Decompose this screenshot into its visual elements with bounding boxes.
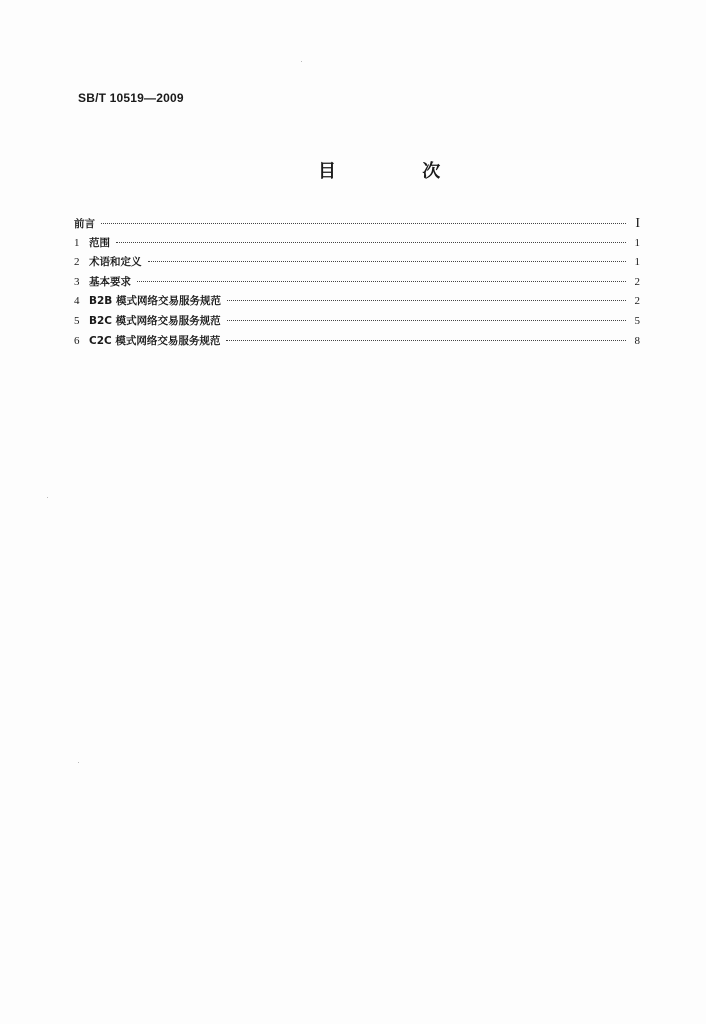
toc-entry-label: 范围 <box>89 236 110 249</box>
toc-entry-page-number: I <box>635 216 640 231</box>
scan-speck <box>78 762 79 763</box>
toc-entry[interactable] <box>74 214 640 234</box>
toc-entry-label: 前言 <box>74 218 95 230</box>
toc-entry-number: 3 <box>74 275 80 288</box>
toc-entry-number: 1 <box>74 236 80 249</box>
toc-entry-label: B2C 模式网络交易服务规范 <box>89 314 221 327</box>
toc-entry-page-number: 2 <box>634 275 640 288</box>
toc-dot-leader <box>227 320 626 321</box>
toc-entry-label: 基本要求 <box>89 275 131 288</box>
toc-entry[interactable] <box>74 292 640 312</box>
toc-entry-page-number: 5 <box>634 314 640 327</box>
toc-entry[interactable] <box>74 332 640 352</box>
toc-entry-number: 2 <box>74 256 80 269</box>
scan-speck <box>47 497 48 498</box>
toc-dot-leader <box>227 300 626 301</box>
standard-number: SB/T 10519—2009 <box>78 91 184 105</box>
toc-entry[interactable] <box>74 312 640 332</box>
toc-entry-page-number: 2 <box>634 295 640 308</box>
toc-entry-number: 6 <box>74 334 80 347</box>
toc-entry-number: 4 <box>74 295 80 308</box>
toc-dot-leader <box>226 340 626 341</box>
toc-entry-label: B2B 模式网络交易服务规范 <box>89 295 221 308</box>
toc-dot-leader <box>137 281 626 282</box>
toc-title: 目 次 <box>318 161 481 182</box>
toc-entry-label: 术语和定义 <box>89 256 142 269</box>
toc-entry-page-number: 8 <box>634 334 640 347</box>
toc-entry-page-number: 1 <box>634 256 640 269</box>
toc-entry-number: 5 <box>74 314 80 327</box>
toc-entry[interactable] <box>74 253 640 273</box>
toc-dot-leader <box>101 223 626 224</box>
toc-dot-leader <box>148 261 627 262</box>
toc-dot-leader <box>116 242 626 243</box>
toc-entry-page-number: 1 <box>634 236 640 249</box>
toc-entry-label: C2C 模式网络交易服务规范 <box>89 334 221 347</box>
toc-entry[interactable] <box>74 273 640 293</box>
table-of-contents <box>74 214 640 351</box>
scan-speck <box>301 61 302 62</box>
toc-entry[interactable] <box>74 234 640 254</box>
